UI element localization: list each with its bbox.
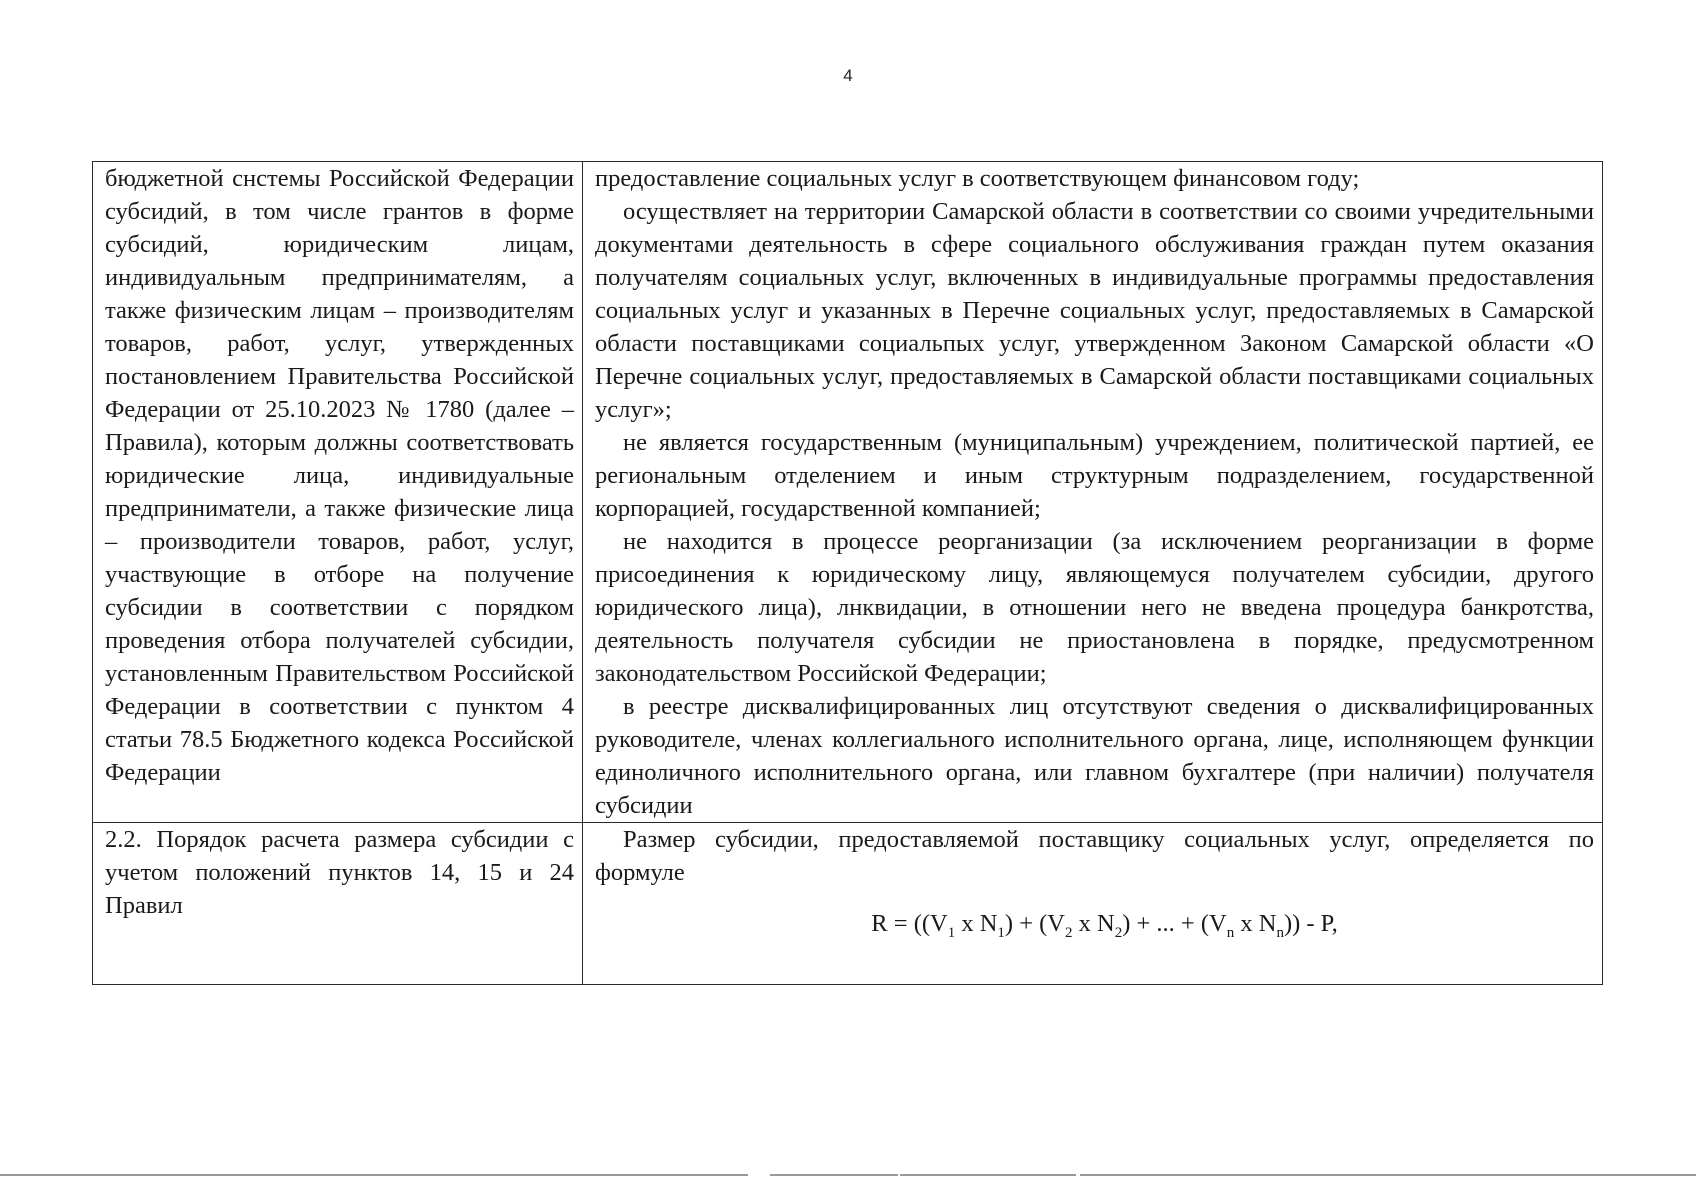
formula-part: R = ((V (871, 910, 948, 937)
formula-subscript: 1 (947, 924, 956, 941)
scan-line (900, 1174, 1076, 1176)
table-row (93, 823, 1603, 985)
row2-right-cell (583, 823, 1603, 985)
formula-part: )) - P, (1283, 910, 1338, 937)
document-table (92, 161, 1603, 985)
row2-right-text: Размер субсидии, предоставляемой поставщику социальных услуг, определяется по формуле (595, 826, 1594, 886)
right-paragraph-3: не является государственным (муниципальным) учреждением, политической партией, ее региональным отделением и иным структурным подразделением, государственной корпорацией, государственной компанией; (595, 429, 1594, 522)
scan-bottom-lines (0, 1174, 1696, 1176)
formula-part: x N (955, 910, 998, 937)
formula-subscript: n (1276, 924, 1284, 941)
formula-subscript: 1 (997, 924, 1005, 941)
row1-left-cell (93, 162, 583, 823)
subsidy-formula (595, 907, 1594, 940)
table-row (93, 162, 1603, 823)
scan-line (770, 1174, 898, 1176)
formula-part: x N (1234, 910, 1277, 937)
page-number: 4 (843, 66, 853, 85)
formula-subscript: 2 (1114, 924, 1123, 941)
formula-part: ) + (V (1004, 910, 1065, 937)
right-paragraph-1: предоставление социальных услуг в соответствующем финансовом году; (595, 165, 1360, 192)
formula-subscript: 2 (1065, 924, 1073, 941)
right-paragraph-5: в реестре дисквалифицированных лиц отсутствуют сведения о дисквалифицированных руководителе, членах коллегиального исполнительного органа, лице, исполняющем функции единоличного исполнительного органа, или главном бухгалтере (при наличии) получателя субсидии (595, 693, 1594, 819)
row1-left-text: бюджетной снстемы Российской Федерации субсидий, в том числе грантов в форме субсидий, юридическим лицам, индивидуальным предпринимателям, а также физическим лицам – производителям товаров, работ, услуг, утвержденных постановлением Правительства Российской Федерации от 25.10.2023 № 1780 (далее – Правила), которым должны соответствовать юридические лица, индивидуальные предприниматели, а также физические лица – производители товаров, работ, услуг, участвующие в отборе на получение субсидии в соответствии с порядком проведения отбора получателей субсидии, установленным Правительством Российской Федерации в соответствии с пунктом 4 статьи 78.5 Бюджетного кодекса Российской Федерации (105, 165, 574, 786)
scan-line (0, 1174, 748, 1176)
formula-part: x N (1072, 910, 1115, 937)
formula-part: ) + ... + (V (1122, 910, 1227, 937)
formula-subscript: n (1226, 924, 1235, 941)
scan-line (1080, 1174, 1696, 1176)
row2-left-cell (93, 823, 583, 985)
right-paragraph-4: не находится в процессе реорганизации (за исключением реорганизации в форме присоединения к юридическому лицу, являющемуся получателем субсидии, другого юридического лица), лнквидации, в отношении него не введена процедура банкротства, деятельность получателя субсидии не приостановлена в порядке, предусмотренном законодательством Российской Федерации; (595, 528, 1594, 687)
right-paragraph-2: осуществляет на территории Самарской области в соответствии со своими учредительными документами деятельность в сфере социального обслуживания граждан путем оказания получателям социальных услуг, включенных в индивидуальные программы предоставления социальных услуг и указанных в Перечне социальных услуг, предоставляемых в Самарской области поставщиками социальпых услуг, утвержденном Законом Самарской области «О Перечне социальных услуг, предоставляемых в Самарской области поставщиками социальных услуг»; (595, 198, 1594, 423)
row2-left-text: 2.2. Порядок расчета размера субсидии с учетом положений пунктов 14, 15 и 24 Правил (105, 826, 574, 919)
row1-right-cell (583, 162, 1603, 823)
